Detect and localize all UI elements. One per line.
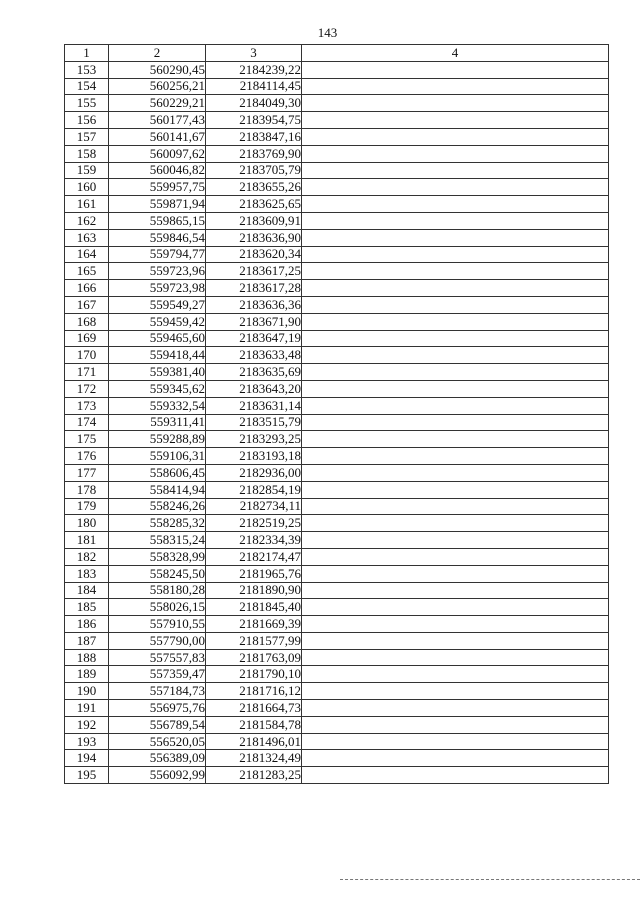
y-coordinate-cell: 2181716,12: [206, 683, 302, 700]
y-coordinate-cell: 2183633,48: [206, 347, 302, 364]
table-row: [65, 733, 609, 750]
table-row: [65, 767, 609, 784]
y-coordinate-cell: 2181584,78: [206, 716, 302, 733]
note-cell: [302, 716, 609, 733]
x-coordinate-cell: 556789,54: [109, 716, 206, 733]
table-row: [65, 229, 609, 246]
x-coordinate-cell: 559465,60: [109, 330, 206, 347]
note-cell: [302, 162, 609, 179]
point-number-cell: 156: [65, 112, 109, 129]
table-body: [65, 61, 609, 783]
y-coordinate-cell: 2182334,39: [206, 532, 302, 549]
y-coordinate-cell: 2183671,90: [206, 313, 302, 330]
point-number-cell: 158: [65, 145, 109, 162]
table-row: [65, 95, 609, 112]
note-cell: [302, 532, 609, 549]
table-row: [65, 464, 609, 481]
x-coordinate-cell: 560177,43: [109, 112, 206, 129]
table-row: [65, 61, 609, 78]
point-number-cell: 160: [65, 179, 109, 196]
table-row: [65, 347, 609, 364]
x-coordinate-cell: 558245,50: [109, 565, 206, 582]
y-coordinate-cell: 2181324,49: [206, 750, 302, 767]
table-row: [65, 565, 609, 582]
point-number-cell: 163: [65, 229, 109, 246]
table-row: [65, 683, 609, 700]
note-cell: [302, 280, 609, 297]
x-coordinate-cell: 560097,62: [109, 145, 206, 162]
x-coordinate-cell: 559418,44: [109, 347, 206, 364]
x-coordinate-cell: 559311,41: [109, 414, 206, 431]
y-coordinate-cell: 2181890,90: [206, 582, 302, 599]
page-number: 143: [317, 25, 338, 40]
y-coordinate-cell: 2182174,47: [206, 548, 302, 565]
point-number-cell: 180: [65, 515, 109, 532]
note-cell: [302, 582, 609, 599]
x-coordinate-cell: 557184,73: [109, 683, 206, 700]
note-cell: [302, 112, 609, 129]
point-number-cell: 166: [65, 280, 109, 297]
point-number-cell: 185: [65, 599, 109, 616]
note-cell: [302, 616, 609, 633]
x-coordinate-cell: 559345,62: [109, 380, 206, 397]
x-coordinate-cell: 559794,77: [109, 246, 206, 263]
table-row: [65, 145, 609, 162]
note-cell: [302, 649, 609, 666]
x-coordinate-cell: 559106,31: [109, 448, 206, 465]
y-coordinate-cell: 2183769,90: [206, 145, 302, 162]
y-coordinate-cell: 2183655,26: [206, 179, 302, 196]
table-row: [65, 548, 609, 565]
x-coordinate-cell: 558285,32: [109, 515, 206, 532]
y-coordinate-cell: 2183625,65: [206, 196, 302, 213]
table-row: [65, 112, 609, 129]
x-coordinate-cell: 556975,76: [109, 700, 206, 717]
table-row: [65, 364, 609, 381]
note-cell: [302, 95, 609, 112]
note-cell: [302, 632, 609, 649]
point-number-cell: 184: [65, 582, 109, 599]
point-number-cell: 164: [65, 246, 109, 263]
coordinates-table: [64, 44, 609, 784]
x-coordinate-cell: 559723,98: [109, 280, 206, 297]
x-coordinate-cell: 556520,05: [109, 733, 206, 750]
x-coordinate-cell: 559549,27: [109, 296, 206, 313]
point-number-cell: 179: [65, 498, 109, 515]
x-coordinate-cell: 560290,45: [109, 61, 206, 78]
y-coordinate-cell: 2183193,18: [206, 448, 302, 465]
point-number-cell: 168: [65, 313, 109, 330]
y-coordinate-cell: 2183635,69: [206, 364, 302, 381]
column-header-1: 1: [65, 45, 109, 62]
x-coordinate-cell: 558026,15: [109, 599, 206, 616]
y-coordinate-cell: 2183954,75: [206, 112, 302, 129]
y-coordinate-cell: 2181763,09: [206, 649, 302, 666]
point-number-cell: 194: [65, 750, 109, 767]
y-coordinate-cell: 2181965,76: [206, 565, 302, 582]
table-row: [65, 296, 609, 313]
table-row: [65, 263, 609, 280]
x-coordinate-cell: 558328,99: [109, 548, 206, 565]
x-coordinate-cell: 559288,89: [109, 431, 206, 448]
table-row: [65, 616, 609, 633]
x-coordinate-cell: 557790,00: [109, 632, 206, 649]
point-number-cell: 169: [65, 330, 109, 347]
y-coordinate-cell: 2183705,79: [206, 162, 302, 179]
y-coordinate-cell: 2183647,19: [206, 330, 302, 347]
point-number-cell: 165: [65, 263, 109, 280]
y-coordinate-cell: 2183636,90: [206, 229, 302, 246]
table-row: [65, 582, 609, 599]
point-number-cell: 181: [65, 532, 109, 549]
x-coordinate-cell: 559723,96: [109, 263, 206, 280]
x-coordinate-cell: 559957,75: [109, 179, 206, 196]
note-cell: [302, 481, 609, 498]
note-cell: [302, 364, 609, 381]
point-number-cell: 177: [65, 464, 109, 481]
x-coordinate-cell: 558180,28: [109, 582, 206, 599]
x-coordinate-cell: 560229,21: [109, 95, 206, 112]
note-cell: [302, 78, 609, 95]
table-row: [65, 179, 609, 196]
note-cell: [302, 330, 609, 347]
point-number-cell: 178: [65, 481, 109, 498]
point-number-cell: 187: [65, 632, 109, 649]
table-row: [65, 246, 609, 263]
point-number-cell: 172: [65, 380, 109, 397]
point-number-cell: 188: [65, 649, 109, 666]
point-number-cell: 157: [65, 128, 109, 145]
x-coordinate-cell: 559381,40: [109, 364, 206, 381]
y-coordinate-cell: 2183293,25: [206, 431, 302, 448]
point-number-cell: 183: [65, 565, 109, 582]
point-number-cell: 186: [65, 616, 109, 633]
table-row: [65, 498, 609, 515]
table-row: [65, 330, 609, 347]
point-number-cell: 159: [65, 162, 109, 179]
note-cell: [302, 313, 609, 330]
y-coordinate-cell: 2184049,30: [206, 95, 302, 112]
y-coordinate-cell: 2182734,11: [206, 498, 302, 515]
note-cell: [302, 666, 609, 683]
x-coordinate-cell: 557557,83: [109, 649, 206, 666]
table-row: [65, 280, 609, 297]
x-coordinate-cell: 557359,47: [109, 666, 206, 683]
x-coordinate-cell: 559332,54: [109, 397, 206, 414]
y-coordinate-cell: 2182854,19: [206, 481, 302, 498]
note-cell: [302, 61, 609, 78]
y-coordinate-cell: 2184239,22: [206, 61, 302, 78]
y-coordinate-cell: 2183617,28: [206, 280, 302, 297]
y-coordinate-cell: 2183847,16: [206, 128, 302, 145]
note-cell: [302, 296, 609, 313]
note-cell: [302, 179, 609, 196]
y-coordinate-cell: 2181669,39: [206, 616, 302, 633]
y-coordinate-cell: 2183620,34: [206, 246, 302, 263]
note-cell: [302, 397, 609, 414]
point-number-cell: 192: [65, 716, 109, 733]
table-row: [65, 212, 609, 229]
y-coordinate-cell: 2181577,99: [206, 632, 302, 649]
table-row: [65, 431, 609, 448]
x-coordinate-cell: 560046,82: [109, 162, 206, 179]
note-cell: [302, 548, 609, 565]
table-row: [65, 380, 609, 397]
point-number-cell: 170: [65, 347, 109, 364]
point-number-cell: 173: [65, 397, 109, 414]
point-number-cell: 182: [65, 548, 109, 565]
table-row: [65, 414, 609, 431]
point-number-cell: 167: [65, 296, 109, 313]
column-header-2: 2: [109, 45, 206, 62]
note-cell: [302, 347, 609, 364]
x-coordinate-cell: 559459,42: [109, 313, 206, 330]
y-coordinate-cell: 2182519,25: [206, 515, 302, 532]
table-row: [65, 481, 609, 498]
table-row: [65, 700, 609, 717]
point-number-cell: 191: [65, 700, 109, 717]
note-cell: [302, 700, 609, 717]
note-cell: [302, 263, 609, 280]
x-coordinate-cell: 558246,26: [109, 498, 206, 515]
note-cell: [302, 212, 609, 229]
table-row: [65, 599, 609, 616]
table-row: [65, 196, 609, 213]
note-cell: [302, 246, 609, 263]
note-cell: [302, 498, 609, 515]
table-row: [65, 649, 609, 666]
note-cell: [302, 128, 609, 145]
x-coordinate-cell: 559871,94: [109, 196, 206, 213]
point-number-cell: 189: [65, 666, 109, 683]
y-coordinate-cell: 2181845,40: [206, 599, 302, 616]
point-number-cell: 161: [65, 196, 109, 213]
x-coordinate-cell: 558414,94: [109, 481, 206, 498]
table-row: [65, 632, 609, 649]
table-row: [65, 750, 609, 767]
table-row: [65, 128, 609, 145]
x-coordinate-cell: 559865,15: [109, 212, 206, 229]
y-coordinate-cell: 2184114,45: [206, 78, 302, 95]
y-coordinate-cell: 2183631,14: [206, 397, 302, 414]
point-number-cell: 175: [65, 431, 109, 448]
x-coordinate-cell: 557910,55: [109, 616, 206, 633]
y-coordinate-cell: 2183636,36: [206, 296, 302, 313]
y-coordinate-cell: 2183643,20: [206, 380, 302, 397]
note-cell: [302, 767, 609, 784]
note-cell: [302, 733, 609, 750]
y-coordinate-cell: 2181496,01: [206, 733, 302, 750]
y-coordinate-cell: 2183609,91: [206, 212, 302, 229]
point-number-cell: 154: [65, 78, 109, 95]
note-cell: [302, 464, 609, 481]
table-row: [65, 532, 609, 549]
y-coordinate-cell: 2181283,25: [206, 767, 302, 784]
table-row: [65, 397, 609, 414]
note-cell: [302, 683, 609, 700]
note-cell: [302, 750, 609, 767]
table-row: [65, 448, 609, 465]
note-cell: [302, 380, 609, 397]
x-coordinate-cell: 556092,99: [109, 767, 206, 784]
note-cell: [302, 515, 609, 532]
y-coordinate-cell: 2181790,10: [206, 666, 302, 683]
note-cell: [302, 448, 609, 465]
x-coordinate-cell: 558315,24: [109, 532, 206, 549]
y-coordinate-cell: 2183515,79: [206, 414, 302, 431]
table-row: [65, 515, 609, 532]
y-coordinate-cell: 2181664,73: [206, 700, 302, 717]
point-number-cell: 162: [65, 212, 109, 229]
x-coordinate-cell: 560256,21: [109, 78, 206, 95]
table-row: [65, 78, 609, 95]
x-coordinate-cell: 560141,67: [109, 128, 206, 145]
table-row: [65, 313, 609, 330]
header-row: [65, 45, 609, 62]
point-number-cell: 174: [65, 414, 109, 431]
point-number-cell: 153: [65, 61, 109, 78]
note-cell: [302, 565, 609, 582]
note-cell: [302, 196, 609, 213]
y-coordinate-cell: 2183617,25: [206, 263, 302, 280]
note-cell: [302, 599, 609, 616]
table-row: [65, 716, 609, 733]
footer-dashed-line: [340, 879, 640, 880]
note-cell: [302, 145, 609, 162]
note-cell: [302, 229, 609, 246]
x-coordinate-cell: 558606,45: [109, 464, 206, 481]
table-row: [65, 162, 609, 179]
column-header-3: 3: [206, 45, 302, 62]
x-coordinate-cell: 559846,54: [109, 229, 206, 246]
point-number-cell: 195: [65, 767, 109, 784]
note-cell: [302, 431, 609, 448]
point-number-cell: 171: [65, 364, 109, 381]
y-coordinate-cell: 2182936,00: [206, 464, 302, 481]
note-cell: [302, 414, 609, 431]
point-number-cell: 193: [65, 733, 109, 750]
column-header-4: 4: [302, 45, 609, 62]
point-number-cell: 176: [65, 448, 109, 465]
table-row: [65, 666, 609, 683]
point-number-cell: 155: [65, 95, 109, 112]
x-coordinate-cell: 556389,09: [109, 750, 206, 767]
point-number-cell: 190: [65, 683, 109, 700]
